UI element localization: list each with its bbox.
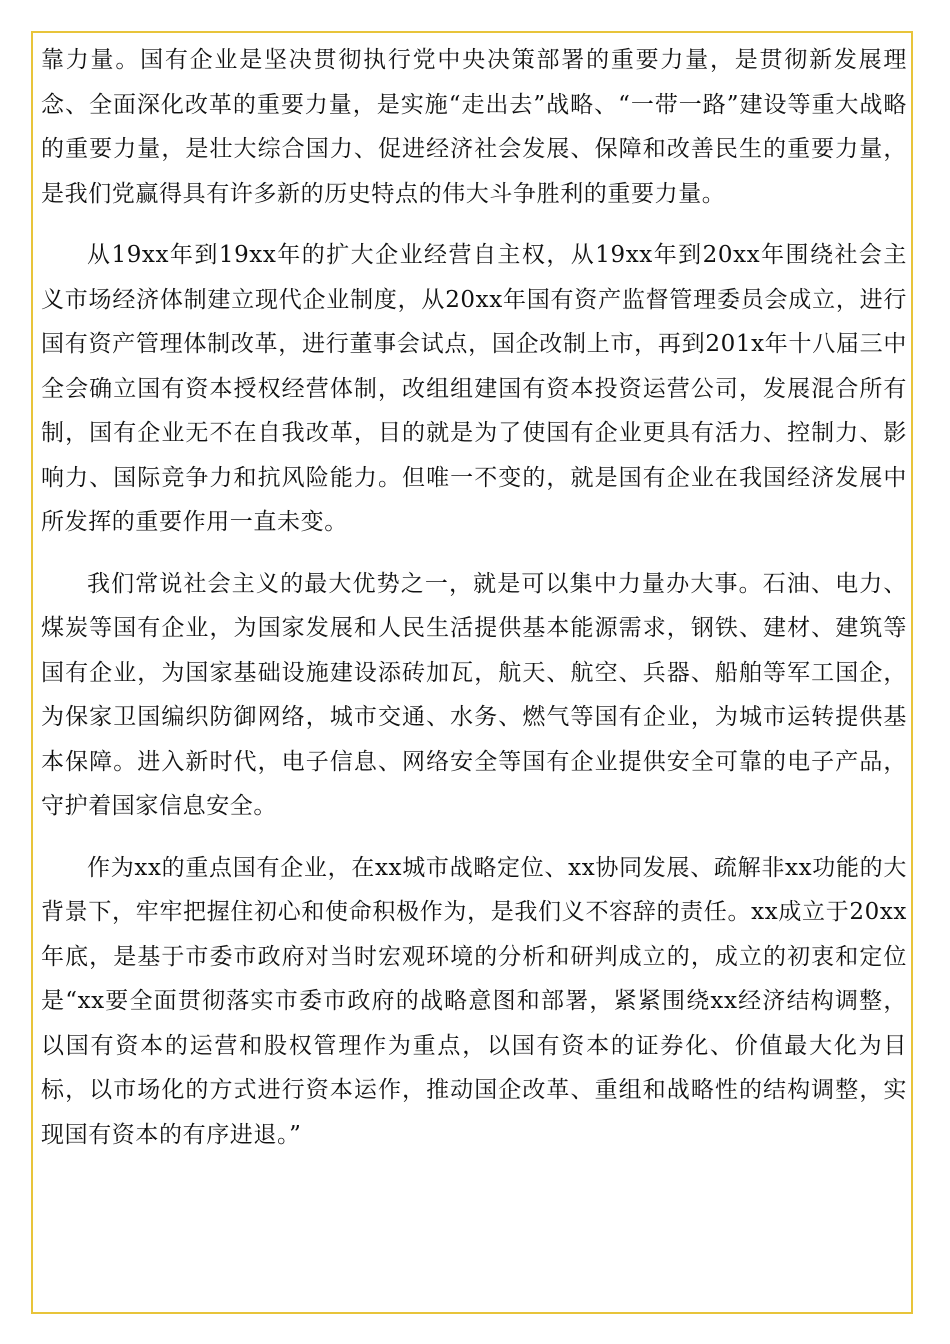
document-body <box>41 38 907 1174</box>
paragraph-2: 从19xx年到19xx年的扩大企业经营自主权，从19xx年到20xx年围绕社会主义市场经济体制建立现代企业制度，从20xx年国有资产监督管理委员会成立，进行国有资产管理体制改革，进行董事会试点，国企改制上市，再到201x年十八届三中全会确立国有资本授权经营体制，改组组建国有资本投资运营公司，发展混合所有制，国有企业无不在自我改革，目的就是为了使国有企业更具有活力、控制力、影响力、国际竞争力和抗风险能力。但唯一不变的，就是国有企业在我国经济发展中所发挥的重要作用一直未变。 <box>41 242 907 535</box>
paragraph-1: 靠力量。国有企业是坚决贯彻执行党中央决策部署的重要力量，是贯彻新发展理念、全面深化改革的重要力量，是实施“走出去”战略、“一带一路”建设等重大战略的重要力量，是壮大综合国力、促进经济社会发展、保障和改善民生的重要力量，是我们党赢得具有许多新的历史特点的伟大斗争胜利的重要力量。 <box>41 47 907 207</box>
paragraph-3: 我们常说社会主义的最大优势之一，就是可以集中力量办大事。石油、电力、煤炭等国有企业，为国家发展和人民生活提供基本能源需求，钢铁、建材、建筑等国有企业，为国家基础设施建设添砖加瓦，航天、航空、兵器、船舶等军工国企，为保家卫国编织防御网络，城市交通、水务、燃气等国有企业，为城市运转提供基本保障。进入新时代，电子信息、网络安全等国有企业提供安全可靠的电子产品，守护着国家信息安全。 <box>41 570 907 819</box>
paragraph-4: 作为xx的重点国有企业，在xx城市战略定位、xx协同发展、疏解非xx功能的大背景下，牢牢把握住初心和使命积极作为，是我们义不容辞的责任。xx成立于20xx年底，是基于市委市政府对当时宏观环境的分析和研判成立的，成立的初衷和定位是“xx要全面贯彻落实市委市政府的战略意图和部署，紧紧围绕xx经济结构调整，以国有资本的运营和股权管理作为重点，以国有资本的证券化、价值最大化为目标，以市场化的方式进行资本运作，推动国企改革、重组和战略性的结构调整，实现国有资本的有序进退。” <box>41 854 907 1148</box>
